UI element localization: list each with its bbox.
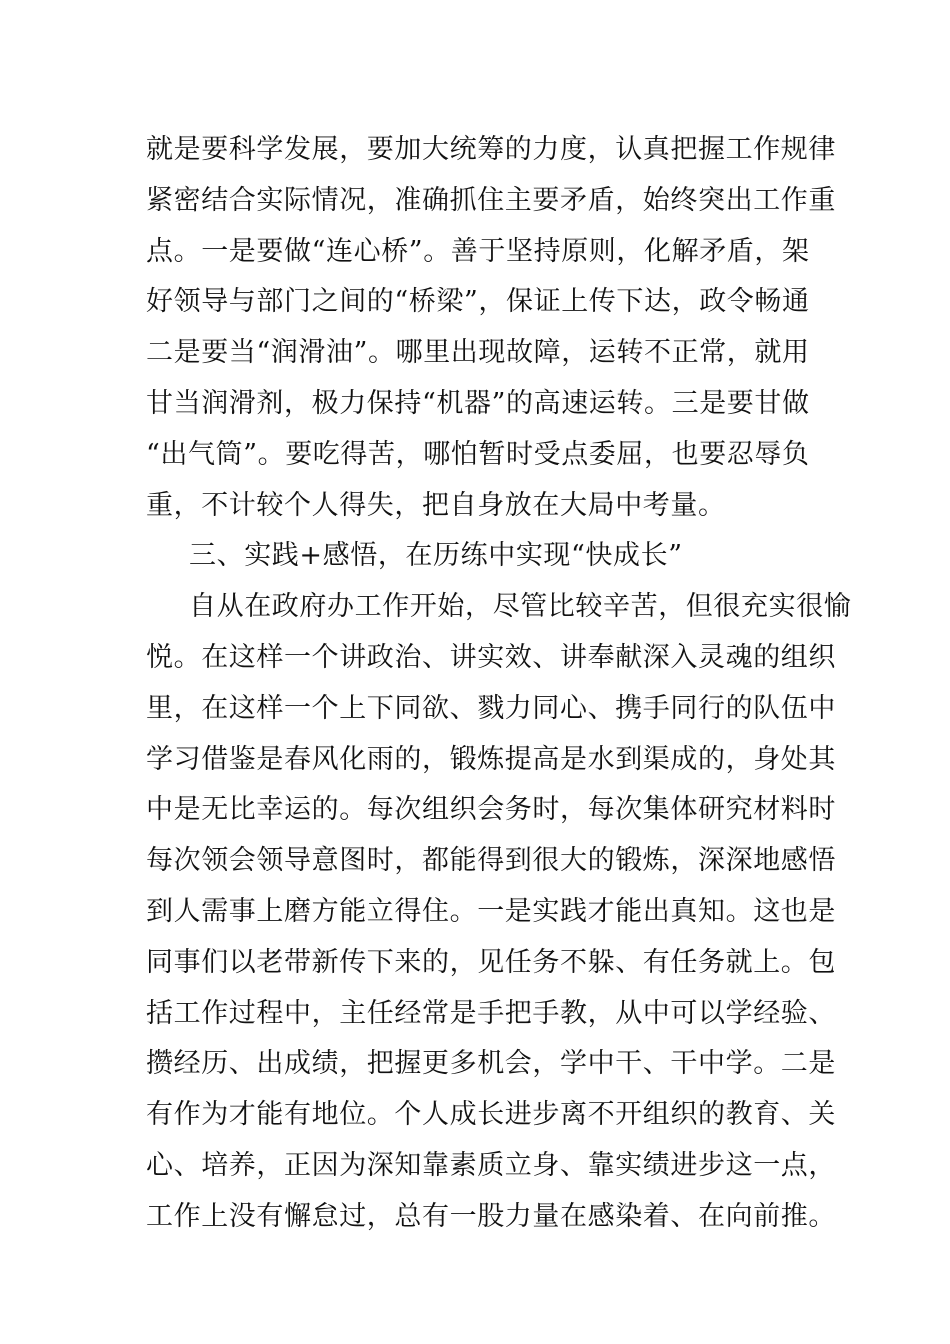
text-line: 重，不计较个人得失，把自身放在大局中考量。 [146,489,726,521]
text-line: 自从在政府办工作开始，尽管比较辛苦，但很充实很愉 [189,591,852,623]
text-line: 里，在这样一个上下同欲、戮力同心、携手同行的队伍中 [146,692,836,724]
text-line: 好领导与部门之间的“桥梁”，保证上传下达，政令畅通 [146,286,810,318]
text-line: 紧密结合实际情况，准确抓住主要矛盾，始终突出工作重 [146,184,836,216]
text-line: 每次领会领导意图时，都能得到很大的锻炼，深深地感悟 [146,845,836,877]
text-line: 心、培养，正因为深知靠素质立身、靠实绩进步这一点， [146,1149,836,1181]
text-line: 学习借鉴是春风化雨的，锻炼提高是水到渠成的，身处其 [146,743,836,775]
text-line: 工作上没有懈怠过，总有一股力量在感染着、在向前推。 [146,1200,836,1232]
text-line: 就是要科学发展，要加大统筹的力度，认真把握工作规律 [146,134,836,165]
text-line: 二是要当“润滑油”。哪里出现故障，运转不正常，就用 [146,337,810,369]
text-line: 有作为才能有地位。个人成长进步离不开组织的教育、关 [146,1099,836,1131]
text-line: 括工作过程中，主任经常是手把手教，从中可以学经验、 [146,997,836,1029]
text-line: 到人需事上磨方能立得住。一是实践才能出真知。这也是 [146,895,836,927]
text-line: 中是无比幸运的。每次组织会务时，每次集体研究材料时 [146,794,836,826]
section-heading: 三、实践+感悟，在历练中实现“快成长” [189,540,683,572]
text-line: 悦。在这样一个讲政治、讲实效、讲奉献深入灵魂的组织 [146,641,836,673]
text-line: 攒经历、出成绩，把握更多机会，学中干、干中学。二是 [146,1048,836,1080]
body-text [146,125,852,1243]
text-line: “出气筒”。要吃得苦，哪怕暂时受点委屈，也要忍辱负 [146,438,810,470]
text-line: 同事们以老带新传下来的，见任务不躲、有任务就上。包 [146,946,836,978]
text-line: 点。一是要做“连心桥”。善于坚持原则，化解矛盾，架 [146,235,810,267]
text-line: 甘当润滑剂，极力保持“机器”的高速运转。三是要甘做 [146,387,810,419]
